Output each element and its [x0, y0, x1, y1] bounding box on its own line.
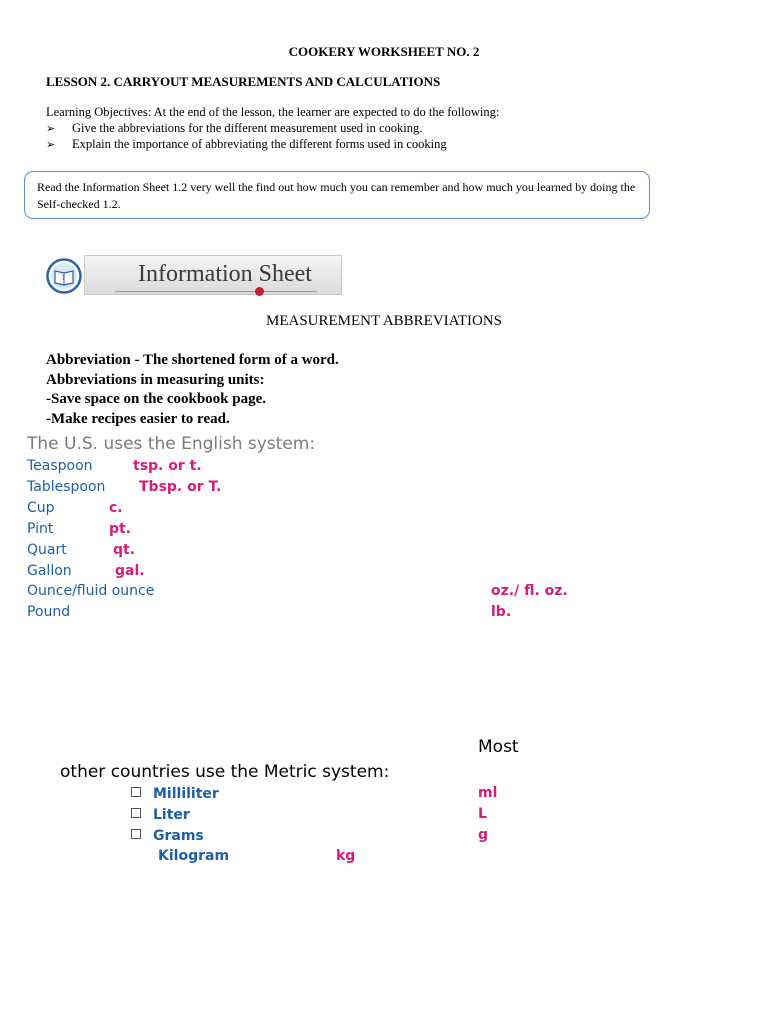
- lesson-heading: LESSON 2. CARRYOUT MEASUREMENTS AND CALCULATIONS: [46, 74, 441, 89]
- metric-list-item: [131, 785, 219, 803]
- unit-name: Kilogram: [158, 848, 230, 864]
- arrow-bullet-icon: ➢: [46, 139, 56, 151]
- metric-list-item: [131, 827, 204, 845]
- section-title: MEASUREMENT ABBREVIATIONS: [266, 313, 502, 329]
- definition-line: -Make recipes easier to read.: [46, 411, 230, 427]
- unit-abbr: ml: [478, 785, 498, 801]
- unit-name: Gallon: [27, 563, 72, 579]
- unit-name: Grams: [153, 828, 204, 844]
- unit-abbr: L: [478, 806, 487, 822]
- metric-heading-part1: Most: [478, 737, 519, 757]
- instruction-box: [24, 171, 650, 219]
- unit-name: Pint: [27, 521, 54, 537]
- unit-name: Tablespoon: [27, 479, 106, 495]
- english-system-heading: The U.S. uses the English system:: [27, 434, 316, 454]
- checkbox-icon: [131, 787, 141, 797]
- objectives-intro: Learning Objectives: At the end of the lesson, the learner are expected to do the following:: [46, 105, 500, 119]
- unit-name: Pound: [27, 604, 71, 620]
- metric-system-heading: other countries use the Metric system:: [60, 762, 390, 782]
- objective-text: Give the abbreviations for the different measurement used in cooking.: [72, 121, 423, 135]
- checkbox-icon: [131, 829, 141, 839]
- unit-name: Cup: [27, 500, 55, 516]
- unit-abbr: oz./ fl. oz.: [491, 583, 568, 599]
- instruction-text: Read the Information Sheet 1.2 very well the find out how much you can remember and how much you learned by doing the Self-checked 1.2.: [37, 180, 636, 211]
- banner-label: Information Sheet: [138, 261, 312, 287]
- svg-text:?: ?: [61, 274, 66, 282]
- objective-item: [46, 121, 422, 136]
- unit-name: Liter: [153, 807, 190, 823]
- checkbox-icon: [131, 808, 141, 818]
- objective-text: Explain the importance of abbreviating the different forms used in cooking: [72, 137, 447, 151]
- banner-plate: [84, 255, 342, 295]
- unit-abbr: kg: [336, 848, 356, 864]
- unit-name: Quart: [27, 542, 67, 558]
- unit-name: Ounce/fluid ounce: [27, 583, 155, 599]
- book-icon: [46, 258, 82, 294]
- information-sheet-banner: [46, 255, 344, 297]
- definition-line: Abbreviations in measuring units:: [46, 372, 265, 388]
- objective-item: [46, 137, 447, 152]
- unit-abbr: c.: [109, 500, 123, 516]
- unit-abbr: tsp. or t.: [133, 458, 202, 474]
- banner-underline: [115, 291, 317, 292]
- unit-abbr: g: [478, 827, 489, 843]
- unit-abbr: pt.: [109, 521, 132, 537]
- unit-name: Milliliter: [153, 786, 219, 802]
- metric-list-item: [131, 806, 190, 824]
- unit-abbr: lb.: [491, 604, 512, 620]
- unit-abbr: Tbsp. or T.: [139, 479, 222, 495]
- unit-abbr: gal.: [115, 563, 145, 579]
- banner-dot: [255, 287, 264, 296]
- worksheet-title: COOKERY WORKSHEET NO. 2: [288, 44, 480, 59]
- arrow-bullet-icon: ➢: [46, 123, 56, 135]
- definition-line: -Save space on the cookbook page.: [46, 391, 267, 407]
- definition-line: Abbreviation - The shortened form of a word.: [46, 352, 339, 368]
- unit-name: Teaspoon: [27, 458, 93, 474]
- unit-abbr: qt.: [113, 542, 136, 558]
